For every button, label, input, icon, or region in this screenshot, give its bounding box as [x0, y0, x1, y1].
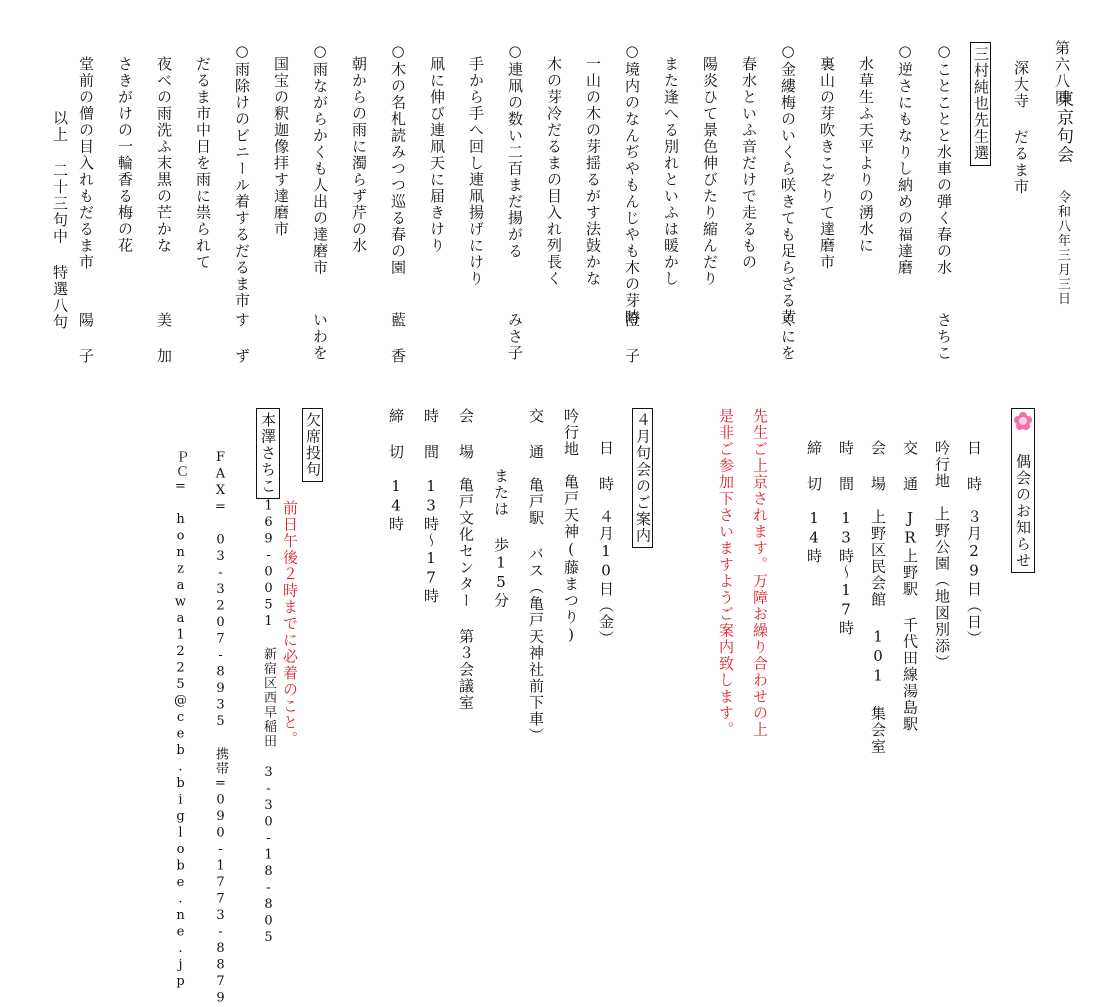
haiku-line: ○連凧の数い二百まだ揚がる: [506, 42, 524, 260]
haiku-line: 裏山の芽吹きこぞりて達磨市: [818, 56, 836, 271]
notice-time: 時 間 13時〜17時: [837, 440, 855, 637]
haiku-line: 一山の木の芽揺るがす法鼓かな: [584, 56, 602, 287]
absence-fax-line: FAX= 03-3207-8935 携帯=090-1773-8879: [213, 450, 228, 1007]
haiku-line: ○境内のなんぢやもんじやも木の芽時: [623, 42, 641, 326]
notice-title: 偶会のお知らせ: [1011, 408, 1035, 573]
selection-title: 三村純也先生選: [970, 42, 991, 166]
haiku-author: いわを: [311, 312, 329, 362]
notice-date: 日 時 ３月29日（日）: [965, 440, 983, 647]
haiku-line: 木の芽冷だるまの目入れ列長く: [545, 56, 563, 287]
haiku-author: くにを: [779, 312, 797, 362]
haiku-author: 美 加: [155, 312, 173, 365]
notice-place: 吟行地 上野公園（地図別添）: [933, 440, 951, 671]
haiku-line: 国宝の釈迦像拝す達磨市: [272, 56, 290, 238]
haiku-line: ○逆さにもなりし納めの福達磨: [896, 42, 914, 276]
april-venue: 会 場 亀戸文化センター 第３会議室: [457, 408, 475, 711]
haiku-author: す ず: [233, 312, 251, 365]
issue-number: 第六八四: [1053, 40, 1071, 106]
haiku-line: 手から手へ回し連凧揚げにけり: [467, 56, 485, 287]
haiku-line: また逢へる別れといふは暖かし: [662, 56, 680, 287]
haiku-line: ○金縷梅のいくら咲きても足らざる黄: [779, 42, 797, 326]
haiku-line: 水草生ふ天平よりの湧水に: [857, 56, 875, 254]
april-access-2: または 歩15分: [492, 468, 510, 609]
haiku-author: さちこ: [935, 312, 953, 362]
selection-summary: 以上 二十三句中 特選八句: [51, 110, 69, 331]
haiku-line: 陽炎ひて景色伸びたり縮んだり: [701, 56, 719, 287]
contact-name: 本澤さちこ: [256, 408, 280, 499]
april-date: 日 時 ４月10日（金）: [597, 440, 615, 647]
absence-title: 欠席投句: [302, 408, 323, 482]
absence-pc-line: ＰＣ= honzawa1225@ceb.biglobe.ne.jp: [173, 450, 188, 991]
haiku-line: さきがけの一輪香る梅の花: [116, 56, 134, 254]
notice-red-line-2: 是非ご参加下さいますようご案内致します。: [717, 408, 735, 738]
notice-access: 交 通 JR上野駅 千代田線湯島駅: [901, 440, 919, 733]
april-place: 吟行地 亀戸天神(藤まつり): [562, 408, 580, 645]
haiku-line: 堂前の僧の目入れもだるま市: [77, 56, 95, 271]
haiku-line: 凧に伸び連凧天に届きけり: [428, 56, 446, 254]
april-access: 交 通 亀戸駅 バス（亀戸天神社前下車）: [527, 408, 545, 744]
notice-venue: 会 場 上野区民会館 101 集会室: [869, 440, 887, 755]
haiku-line: ○木の名札読みつつ巡る春の園: [389, 42, 407, 276]
flower-icon: [1014, 412, 1032, 430]
haiku-author: 陽 子: [77, 312, 95, 365]
club-name: 東京句会: [1053, 90, 1073, 164]
absence-note: 前日午後２時までに必着のこと。: [281, 500, 299, 748]
haiku-line: ○雨除けのビニール着するだるま市: [233, 42, 251, 309]
notice-red-line-1: 先生ご上京されます。万障お繰り合わせの上: [751, 408, 769, 738]
haiku-line: 朝からの雨に濁らず芹の水: [350, 56, 368, 254]
haiku-author: 藍 香: [389, 312, 407, 365]
haiku-line: 夜べの雨洗ふ末黒の芒かな: [155, 56, 173, 254]
haiku-author: みさ子: [506, 312, 524, 362]
haiku-line: 春水といふ音だけで走るもの: [740, 56, 758, 271]
absence-address-line: 本澤さちこ169-0051 新宿区西早稲田 3-30-18-805: [260, 408, 275, 947]
haiku-line: だるま市中日を雨に祟られて: [194, 56, 212, 271]
notice-deadline: 締 切 14時: [805, 440, 823, 565]
issue-date: 令和八年三月三日: [1055, 190, 1070, 306]
haiku-line: ○雨ながらかくも人出の達磨市: [311, 42, 329, 276]
venue-line: 深大寺 だるま市: [1012, 60, 1030, 195]
haiku-author: 澄 子: [623, 312, 641, 365]
april-time: 時 間 13時〜17時: [422, 408, 440, 605]
haiku-line: ○ことことと水車の弾く春の水: [935, 42, 953, 276]
april-title: ４月句会のご案内: [632, 408, 653, 548]
april-deadline: 締 切 14時: [387, 408, 405, 533]
